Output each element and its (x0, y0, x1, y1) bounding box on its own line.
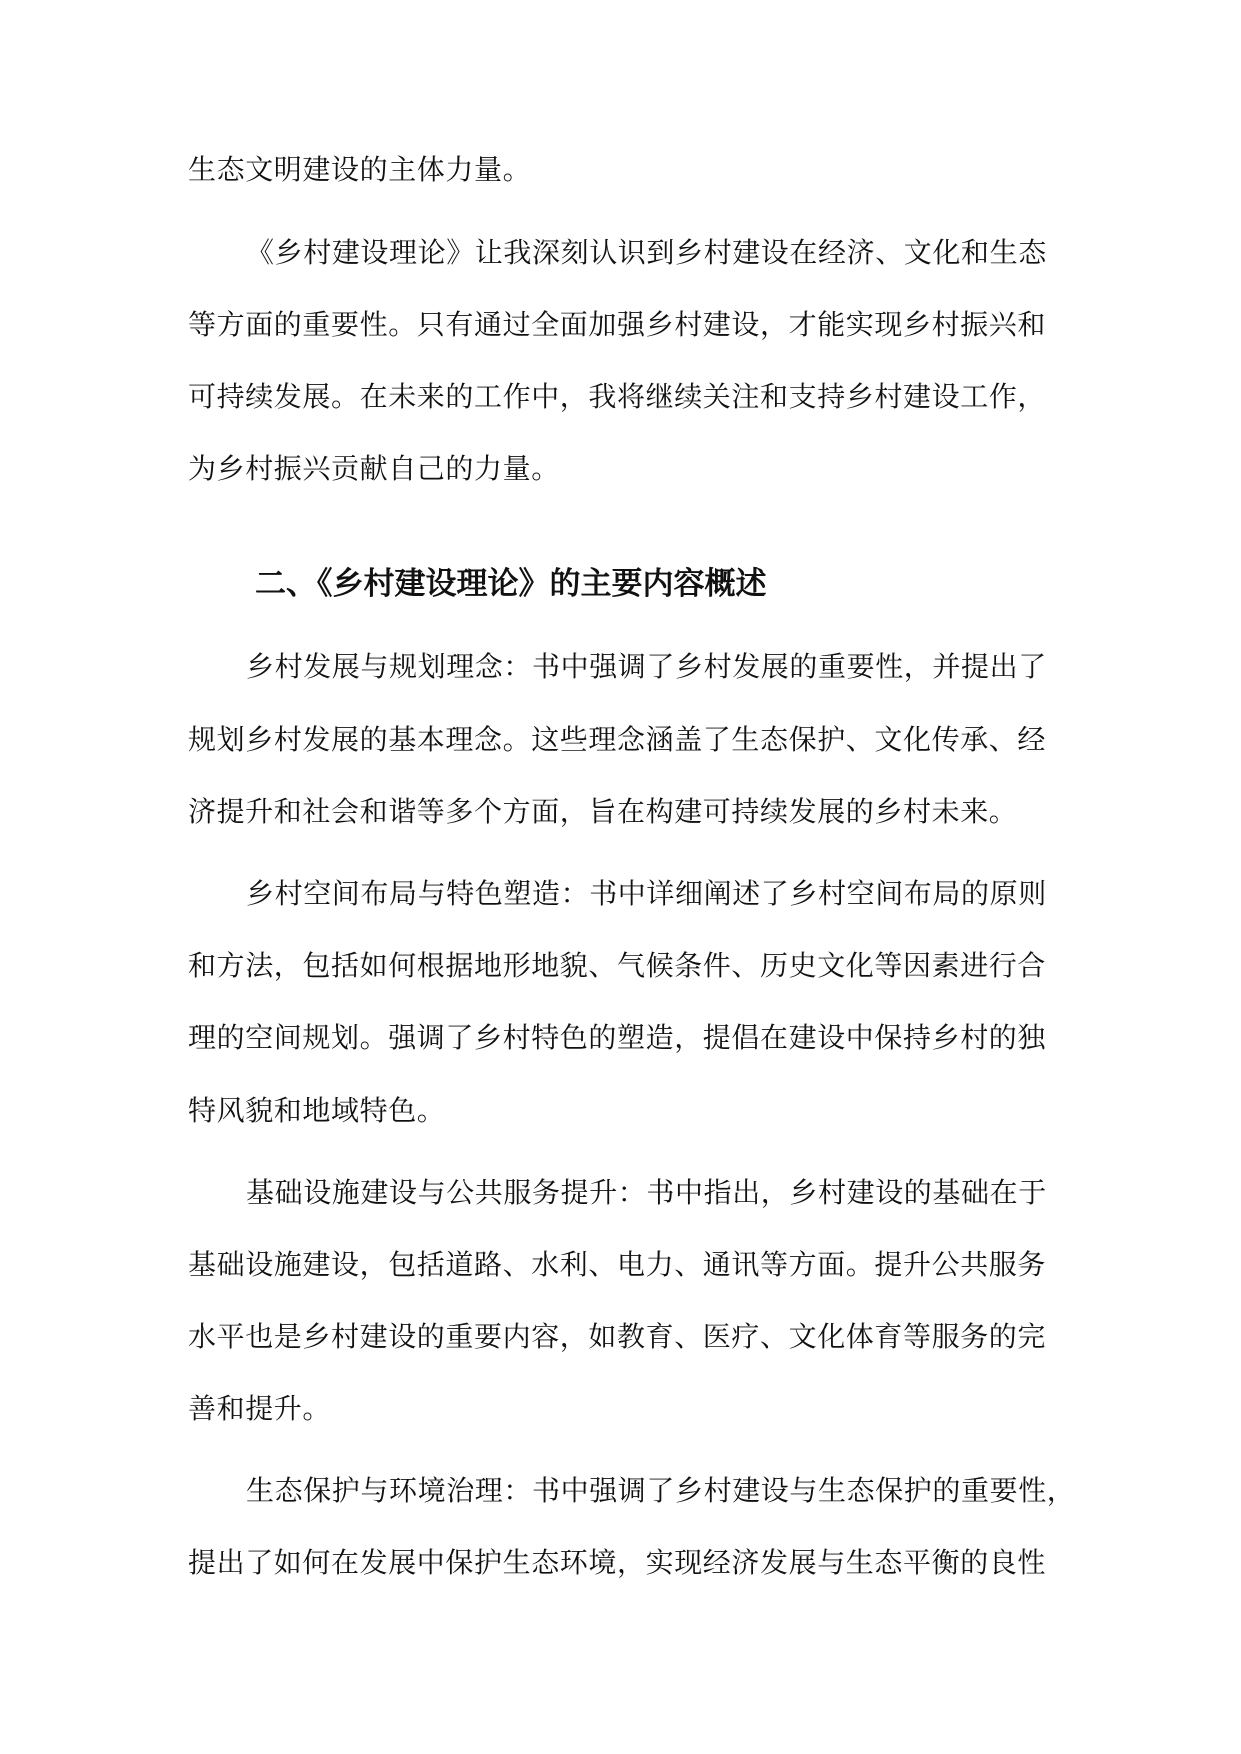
paragraph-line: 生态文明建设的主体力量。 (188, 153, 532, 186)
paragraph-line: 可持续发展。在未来的工作中，我将继续关注和支持乡村建设工作， (188, 380, 1047, 413)
paragraph-line: 为乡村振兴贡献自己的力量。 (188, 452, 560, 485)
paragraph-line: 水平也是乡村建设的重要内容，如教育、医疗、文化体育等服务的完 (188, 1320, 1047, 1353)
section-heading: 二、《乡村建设理论》的主要内容概述 (255, 566, 767, 602)
paragraph-line: 等方面的重要性。只有通过全面加强乡村建设，才能实现乡村振兴和 (188, 308, 1047, 341)
paragraph-line: 基础设施建设与公共服务提升：书中指出，乡村建设的基础在于 (246, 1176, 1047, 1209)
paragraph-line: 规划乡村发展的基本理念。这些理念涵盖了生态保护、文化传承、经 (188, 723, 1047, 756)
paragraph-line: 《乡村建设理论》让我深刻认识到乡村建设在经济、文化和生态 (246, 236, 1047, 269)
paragraph-line: 基础设施建设，包括道路、水利、电力、通讯等方面。提升公共服务 (188, 1248, 1047, 1281)
paragraph-line: 提出了如何在发展中保护生态环境，实现经济发展与生态平衡的良性 (188, 1546, 1047, 1579)
paragraph-line: 济提升和社会和谐等多个方面，旨在构建可持续发展的乡村未来。 (188, 795, 1018, 828)
paragraph-line: 乡村空间布局与特色塑造：书中详细阐述了乡村空间布局的原则 (246, 877, 1047, 910)
paragraph-line: 乡村发展与规划理念：书中强调了乡村发展的重要性，并提出了 (246, 650, 1047, 683)
paragraph-line: 特风貌和地域特色。 (188, 1094, 446, 1127)
paragraph-line: 理的空间规划。强调了乡村特色的塑造，提倡在建设中保持乡村的独 (188, 1021, 1047, 1054)
paragraph-line: 善和提升。 (188, 1392, 332, 1425)
paragraph-line: 和方法，包括如何根据地形地貌、气候条件、历史文化等因素进行合 (188, 949, 1047, 982)
paragraph-line: 生态保护与环境治理：书中强调了乡村建设与生态保护的重要性， (246, 1474, 1076, 1507)
